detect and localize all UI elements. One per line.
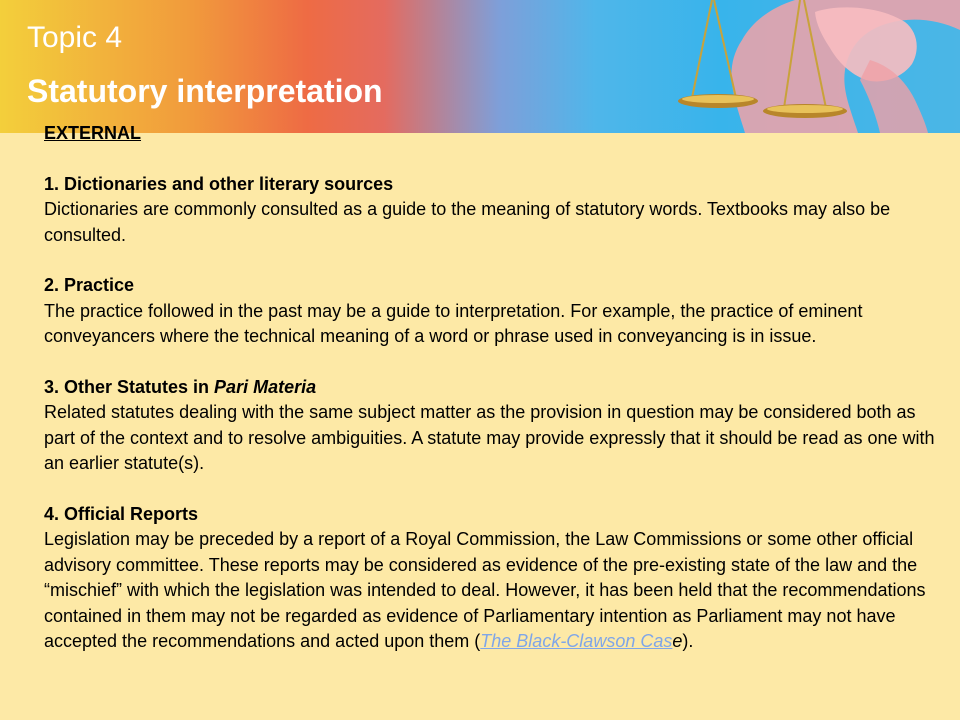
link-tail: e [672, 631, 683, 652]
section-body: Related statutes dealing with the same subject matter as the provision in question may be considered both as part of the context and to resolve ambiguities. A statute may provide expressly that it should be read as one with an earlier statute(s). [44, 402, 935, 474]
section-official-reports [44, 502, 948, 654]
section-body: The practice followed in the past may be a guide to interpretation. For example, the practice of eminent conveyancers where the technical meaning of a word or phrase used in conveyancing is in issue. [44, 300, 863, 347]
section-dictionaries [44, 172, 948, 248]
section-body: Dictionaries are commonly consulted as a guide to the meaning of statutory words. Textbooks may also be consulted. [44, 199, 891, 245]
scales-of-justice-icon [0, 0, 960, 133]
header-banner [0, 0, 960, 133]
section-body-end: ). [682, 631, 694, 652]
section-title: 4. Official Reports [44, 504, 199, 525]
section-title: 1. Dictionaries and other literary sources [44, 173, 394, 194]
topic-label: Topic 4 [27, 21, 123, 54]
section-other-statutes [44, 375, 948, 477]
black-clawson-case-link[interactable]: The Black-Clawson Cas [480, 631, 673, 652]
section-title [44, 375, 948, 400]
section-title: 2. Practice [44, 275, 135, 296]
section-title-prefix: 3. Other Statutes in [44, 377, 215, 398]
section-body-text: Legislation may be preceded by a report of a Royal Commission, the Law Commissions or some other official advisory committee. These reports may be considered as evidence of the pre-existing state of the law and the “mischief” with which the legislation was intended to deal. However, it has been held that the recommendations contained in them may not be regarded as evidence of Parliamentary intention as Parliament may not have accepted the recommendations and acted upon them ( [44, 529, 926, 652]
section-heading: EXTERNAL [44, 123, 142, 143]
section-body [44, 527, 948, 654]
page-title: Statutory interpretation [27, 73, 383, 109]
section-title-italic: Pari Materia [214, 377, 317, 398]
section-practice [44, 273, 948, 349]
slide-content [44, 121, 948, 680]
